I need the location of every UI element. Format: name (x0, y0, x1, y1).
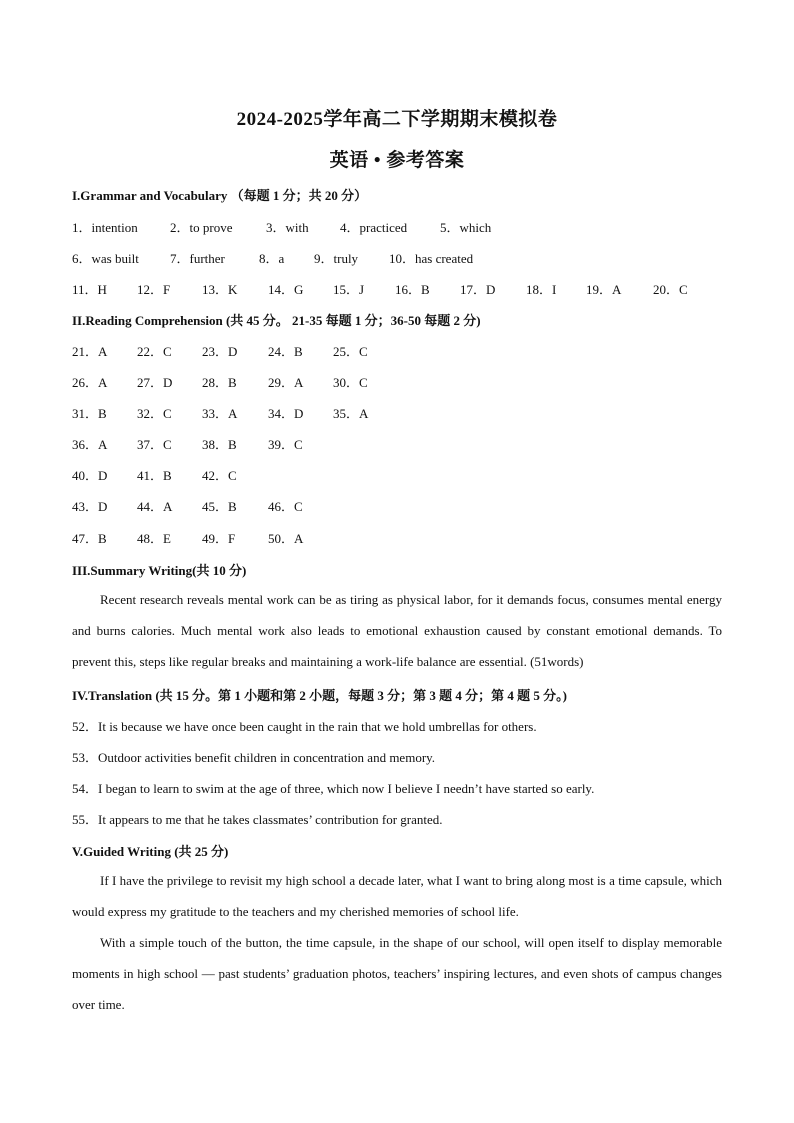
answer-item: 4．practiced (340, 220, 408, 235)
page-title: 2024-2025学年高二下学期期末模拟卷 (236, 109, 558, 130)
guided-writing-paragraph: With a simple touch of the button, the time capsule, in the shape of our school, will open itself to display memorable moments in high school — past students’ graduation photos, teachers’ inspiring lectures, and even shots of campus changes over time. (72, 935, 722, 1012)
answer-item: 39．C (268, 437, 303, 452)
answer-item: 22．C (137, 344, 172, 359)
section-heading-grammar: I.Grammar and Vocabulary （每题 1 分；共 20 分） (72, 188, 368, 203)
answer-item: 37．C (137, 437, 172, 452)
answer-item: 32．C (137, 406, 172, 421)
answer-item: 3．with (266, 220, 309, 235)
answer-item: 31．B (72, 406, 107, 421)
answer-item: 17．D (460, 282, 496, 297)
answer-item: 16．B (395, 282, 430, 297)
section-heading-reading: II.Reading Comprehension (共 45 分。 21-35 每题 1 分；36-50 每题 2 分) (72, 313, 481, 328)
answer-item: 14．G (268, 282, 304, 297)
answer-item: 15．J (333, 282, 365, 297)
answer-item: 44．A (137, 499, 173, 514)
answer-item: 43．D (72, 499, 108, 514)
answer-item: 47．B (72, 531, 107, 546)
translation-item: 52．It is because we have once been caught in the rain that we hold umbrellas for others. (72, 719, 537, 734)
answer-item: 34．D (268, 406, 304, 421)
answer-item: 48．E (137, 531, 171, 546)
answer-item: 26．A (72, 375, 108, 390)
answer-item: 29．A (268, 375, 304, 390)
answer-item: 5．which (440, 220, 492, 235)
translation-item: 53．Outdoor activities benefit children in concentration and memory. (72, 750, 436, 765)
answer-item: 18．I (526, 282, 557, 297)
answer-item: 20．C (653, 282, 688, 297)
answer-item: 12．F (137, 282, 171, 297)
answer-item: 13．K (202, 282, 238, 297)
answer-item: 50．A (268, 531, 304, 546)
answer-item: 9．truly (314, 251, 359, 266)
answer-item: 11．H (72, 282, 107, 297)
section-heading-summary: III.Summary Writing(共 10 分) (72, 563, 247, 578)
translation-item: 54．I began to learn to swim at the age of three, which now I believe I needn’t have started so early. (72, 781, 595, 796)
answer-item: 2．to prove (170, 220, 233, 235)
answer-item: 8．a (259, 251, 285, 266)
answer-item: 46．C (268, 499, 303, 514)
answer-item: 23．D (202, 344, 238, 359)
summary-paragraph: Recent research reveals mental work can be as tiring as physical labor, for it demands focus, consumes mental energy and burns calories. Much mental work also leads to emotional exhaustion caused by constant emotional demands. To prevent this, steps like regular breaks and maintaining a work-life balance are essential. (51words) (72, 592, 722, 669)
answer-item: 24．B (268, 344, 303, 359)
answer-item: 36．A (72, 437, 108, 452)
answer-item: 38．B (202, 437, 237, 452)
answer-item: 25．C (333, 344, 368, 359)
answer-item: 19．A (586, 282, 622, 297)
answer-item: 40．D (72, 468, 108, 483)
answer-item: 21．A (72, 344, 108, 359)
answer-item: 6．was built (72, 251, 139, 266)
answer-item: 1．intention (72, 220, 138, 235)
answer-item: 35．A (333, 406, 369, 421)
answer-item: 30．C (333, 375, 368, 390)
answer-item: 10．has created (389, 251, 474, 266)
answer-item: 45．B (202, 499, 237, 514)
section-heading-guided-writing: V.Guided Writing (共 25 分) (72, 844, 229, 859)
answer-item: 42．C (202, 468, 237, 483)
guided-writing-paragraph: If I have the privilege to revisit my high school a decade later, what I want to bring along most is a time capsule, which would express my gratitude to the teachers and my cherished memories of school life. (72, 873, 722, 919)
answer-item: 33．A (202, 406, 238, 421)
answer-item: 28．B (202, 375, 237, 390)
translation-item: 55．It appears to me that he takes classmates’ contribution for granted. (72, 812, 443, 827)
section-heading-translation: IV.Translation (共 15 分。第 1 小题和第 2 小题，每题 3 分；第 3 题 4 分；第 4 题 5 分。) (72, 688, 567, 703)
page-subtitle: 英语 • 参考答案 (329, 150, 465, 171)
answer-item: 7．further (170, 251, 225, 266)
answer-item: 27．D (137, 375, 173, 390)
answer-item: 49．F (202, 531, 236, 546)
answer-item: 41．B (137, 468, 172, 483)
